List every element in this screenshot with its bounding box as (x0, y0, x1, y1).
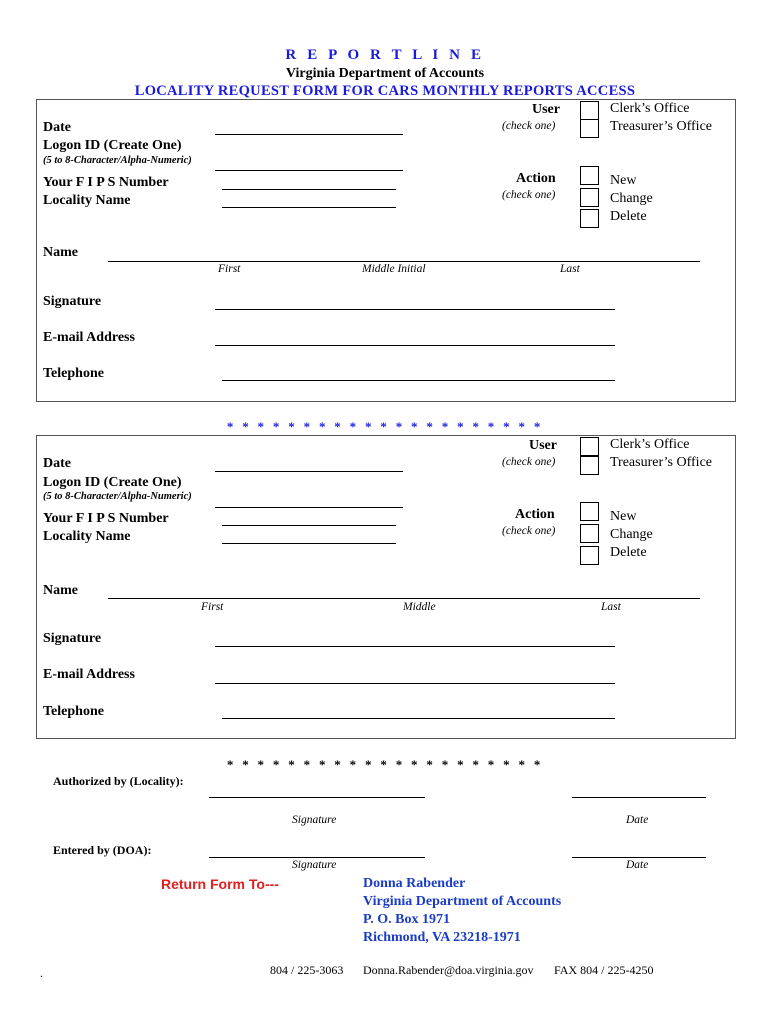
separator-stars: * * * * * * * * * * * * * * * * * * * * * (226, 419, 544, 434)
email-label: E-mail Address (43, 330, 135, 345)
locality-name-field[interactable] (222, 543, 396, 544)
entered-date-caption: Date (626, 859, 649, 871)
email-field[interactable] (215, 683, 615, 684)
fips-number-field[interactable] (222, 189, 396, 190)
action-label: Action (516, 171, 556, 186)
authorized-by-label: Authorized by (Locality): (53, 774, 184, 788)
change-checkbox[interactable] (580, 188, 599, 207)
new-option: New (610, 173, 637, 188)
locality-name-field[interactable] (222, 207, 396, 208)
return-form-label: Return Form To--- (161, 876, 279, 892)
report-title: R E P O R T L I N E (285, 47, 485, 63)
form-title: LOCALITY REQUEST FORM FOR CARS MONTHLY REPORTS ACCESS (134, 83, 636, 99)
separator-stars: * * * * * * * * * * * * * * * * * * * * * (226, 757, 544, 772)
logon-id-hint: (5 to 8-Character/Alpha-Numeric) (43, 491, 192, 502)
signature-field[interactable] (215, 646, 615, 647)
authorized-date-caption: Date (626, 814, 649, 826)
new-option: New (610, 509, 637, 524)
entered-signature-caption: Signature (292, 859, 337, 871)
date-field[interactable] (215, 471, 403, 472)
footer-email: Donna.Rabender@doa.virginia.gov (363, 963, 534, 977)
delete-option: Delete (610, 209, 647, 224)
action-label: Action (515, 507, 555, 522)
name-middle-caption: Middle Initial (362, 263, 426, 275)
telephone-field[interactable] (222, 380, 615, 381)
treasurers-office-option: Treasurer’s Office (610, 455, 712, 470)
name-field[interactable] (108, 598, 700, 599)
clerks-office-option: Clerk’s Office (610, 437, 690, 452)
date-field[interactable] (215, 134, 403, 135)
authorized-signature-caption: Signature (292, 814, 337, 826)
treasurers-office-checkbox[interactable] (580, 119, 599, 138)
fips-number-label: Your F I P S Number (43, 175, 169, 190)
signature-label: Signature (43, 631, 102, 646)
logon-id-field[interactable] (215, 507, 403, 508)
action-hint: (check one) (502, 525, 556, 537)
telephone-field[interactable] (222, 718, 615, 719)
contact-organization: Virginia Department of Accounts (363, 894, 562, 909)
name-label: Name (43, 245, 78, 260)
authorized-date-field[interactable] (572, 797, 706, 798)
contact-city: Richmond, VA 23218-1971 (363, 930, 521, 945)
change-option: Change (610, 527, 653, 542)
name-last-caption: Last (560, 263, 580, 275)
telephone-label: Telephone (43, 366, 104, 381)
treasurers-office-option: Treasurer’s Office (610, 119, 712, 134)
locality-name-label: Locality Name (43, 193, 131, 208)
name-label: Name (43, 583, 78, 598)
fips-number-label: Your F I P S Number (43, 511, 169, 526)
name-first-caption: First (201, 601, 224, 613)
date-label: Date (43, 120, 71, 135)
clerks-office-checkbox[interactable] (580, 437, 599, 456)
footer-fax: FAX 804 / 225-4250 (554, 963, 654, 977)
clerks-office-option: Clerk’s Office (610, 101, 690, 116)
footer-phone: 804 / 225-3063 (270, 963, 344, 977)
email-label: E-mail Address (43, 667, 135, 682)
clerks-office-checkbox[interactable] (580, 101, 599, 120)
name-first-caption: First (218, 263, 241, 275)
user-label: User (529, 438, 557, 453)
authorized-signature-field[interactable] (209, 797, 425, 798)
user-label: User (532, 102, 560, 117)
user-hint: (check one) (502, 456, 556, 468)
action-hint: (check one) (502, 189, 556, 201)
entered-by-label: Entered by (DOA): (53, 843, 152, 857)
name-middle-caption: Middle (403, 601, 436, 613)
telephone-label: Telephone (43, 704, 104, 719)
change-option: Change (610, 191, 653, 206)
contact-name: Donna Rabender (363, 876, 466, 891)
signature-label: Signature (43, 294, 102, 309)
organization-name: Virginia Department of Accounts (285, 66, 485, 81)
fips-number-field[interactable] (222, 525, 396, 526)
change-checkbox[interactable] (580, 524, 599, 543)
logon-id-hint: (5 to 8-Character/Alpha-Numeric) (43, 155, 192, 166)
delete-option: Delete (610, 545, 647, 560)
name-last-caption: Last (601, 601, 621, 613)
date-label: Date (43, 456, 71, 471)
footer-dot: . (40, 966, 43, 980)
entered-date-field[interactable] (572, 857, 706, 858)
new-checkbox[interactable] (580, 166, 599, 185)
logon-id-field[interactable] (215, 170, 403, 171)
entered-signature-field[interactable] (209, 857, 425, 858)
delete-checkbox[interactable] (580, 209, 599, 228)
logon-id-label: Logon ID (Create One) (43, 475, 182, 490)
name-field[interactable] (108, 261, 700, 262)
delete-checkbox[interactable] (580, 546, 599, 565)
treasurers-office-checkbox[interactable] (580, 456, 599, 475)
new-checkbox[interactable] (580, 502, 599, 521)
contact-po-box: P. O. Box 1971 (363, 912, 450, 927)
locality-name-label: Locality Name (43, 529, 131, 544)
user-hint: (check one) (502, 120, 556, 132)
signature-field[interactable] (215, 309, 615, 310)
email-field[interactable] (215, 345, 615, 346)
logon-id-label: Logon ID (Create One) (43, 138, 182, 153)
